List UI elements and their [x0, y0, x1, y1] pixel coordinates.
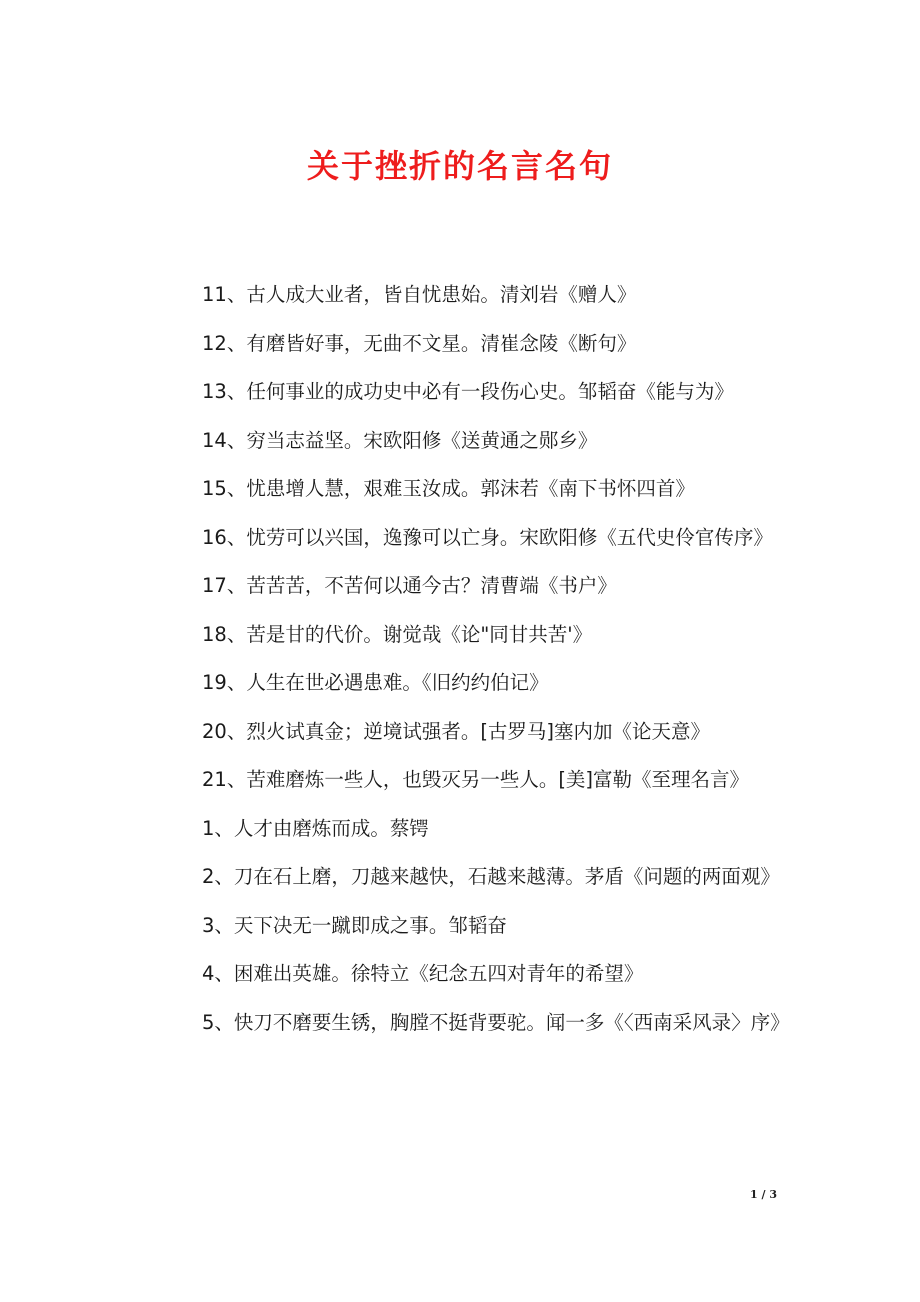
quote-paragraph: 14、穷当志益坚。宋欧阳修《送黄通之郧乡》	[202, 428, 598, 452]
page-number: 1 / 3	[750, 1188, 777, 1201]
document-title: 关于挫折的名言名句	[306, 147, 613, 185]
quote-paragraph: 1、人才由磨炼而成。蔡锷	[202, 816, 429, 840]
quote-list	[139, 271, 799, 1047]
quote-paragraph: 4、困难出英雄。徐特立《纪念五四对青年的希望》	[202, 962, 644, 985]
quote-paragraph: 21、苦难磨炼一些人，也毁灭另一些人。[美]富勒《至理名言》	[202, 768, 750, 791]
quote-paragraph: 20、烈火试真金；逆境试强者。[古罗马]塞内加《论天意》	[202, 719, 711, 743]
quote-paragraph: 19、人生在世必遇患难。《旧约约伯记》	[202, 671, 549, 694]
quote-paragraph: 5、快刀不磨要生锈，胸膛不挺背要驼。闻一多《〈西南采风录〉序》	[202, 1010, 790, 1034]
quote-paragraph: 15、忧患增人慧，艰难玉汝成。郭沫若《南下书怀四首》	[202, 477, 695, 500]
quote-paragraph: 16、忧劳可以兴国，逸豫可以亡身。宋欧阳修《五代史伶官传序》	[202, 525, 773, 549]
quote-paragraph: 2、刀在石上磨，刀越来越快，石越来越薄。茅盾《问题的两面观》	[202, 865, 780, 888]
quote-paragraph: 11、古人成大业者，皆自忧患始。清刘岩《赠人》	[202, 283, 637, 306]
quote-paragraph: 17、苦苦苦，不苦何以通今古？清曹端《书户》	[202, 574, 617, 597]
quote-paragraph: 18、苦是甘的代价。谢觉哉《论"同甘共苦'》	[202, 622, 593, 646]
quote-paragraph: 13、任何事业的成功史中必有一段伤心史。邹韬奋《能与为》	[202, 380, 734, 403]
quote-paragraph: 12、有磨皆好事，无曲不文星。清崔念陵《断句》	[202, 331, 637, 355]
quote-paragraph: 3、天下决无一蹴即成之事。邹韬奋	[202, 913, 507, 937]
